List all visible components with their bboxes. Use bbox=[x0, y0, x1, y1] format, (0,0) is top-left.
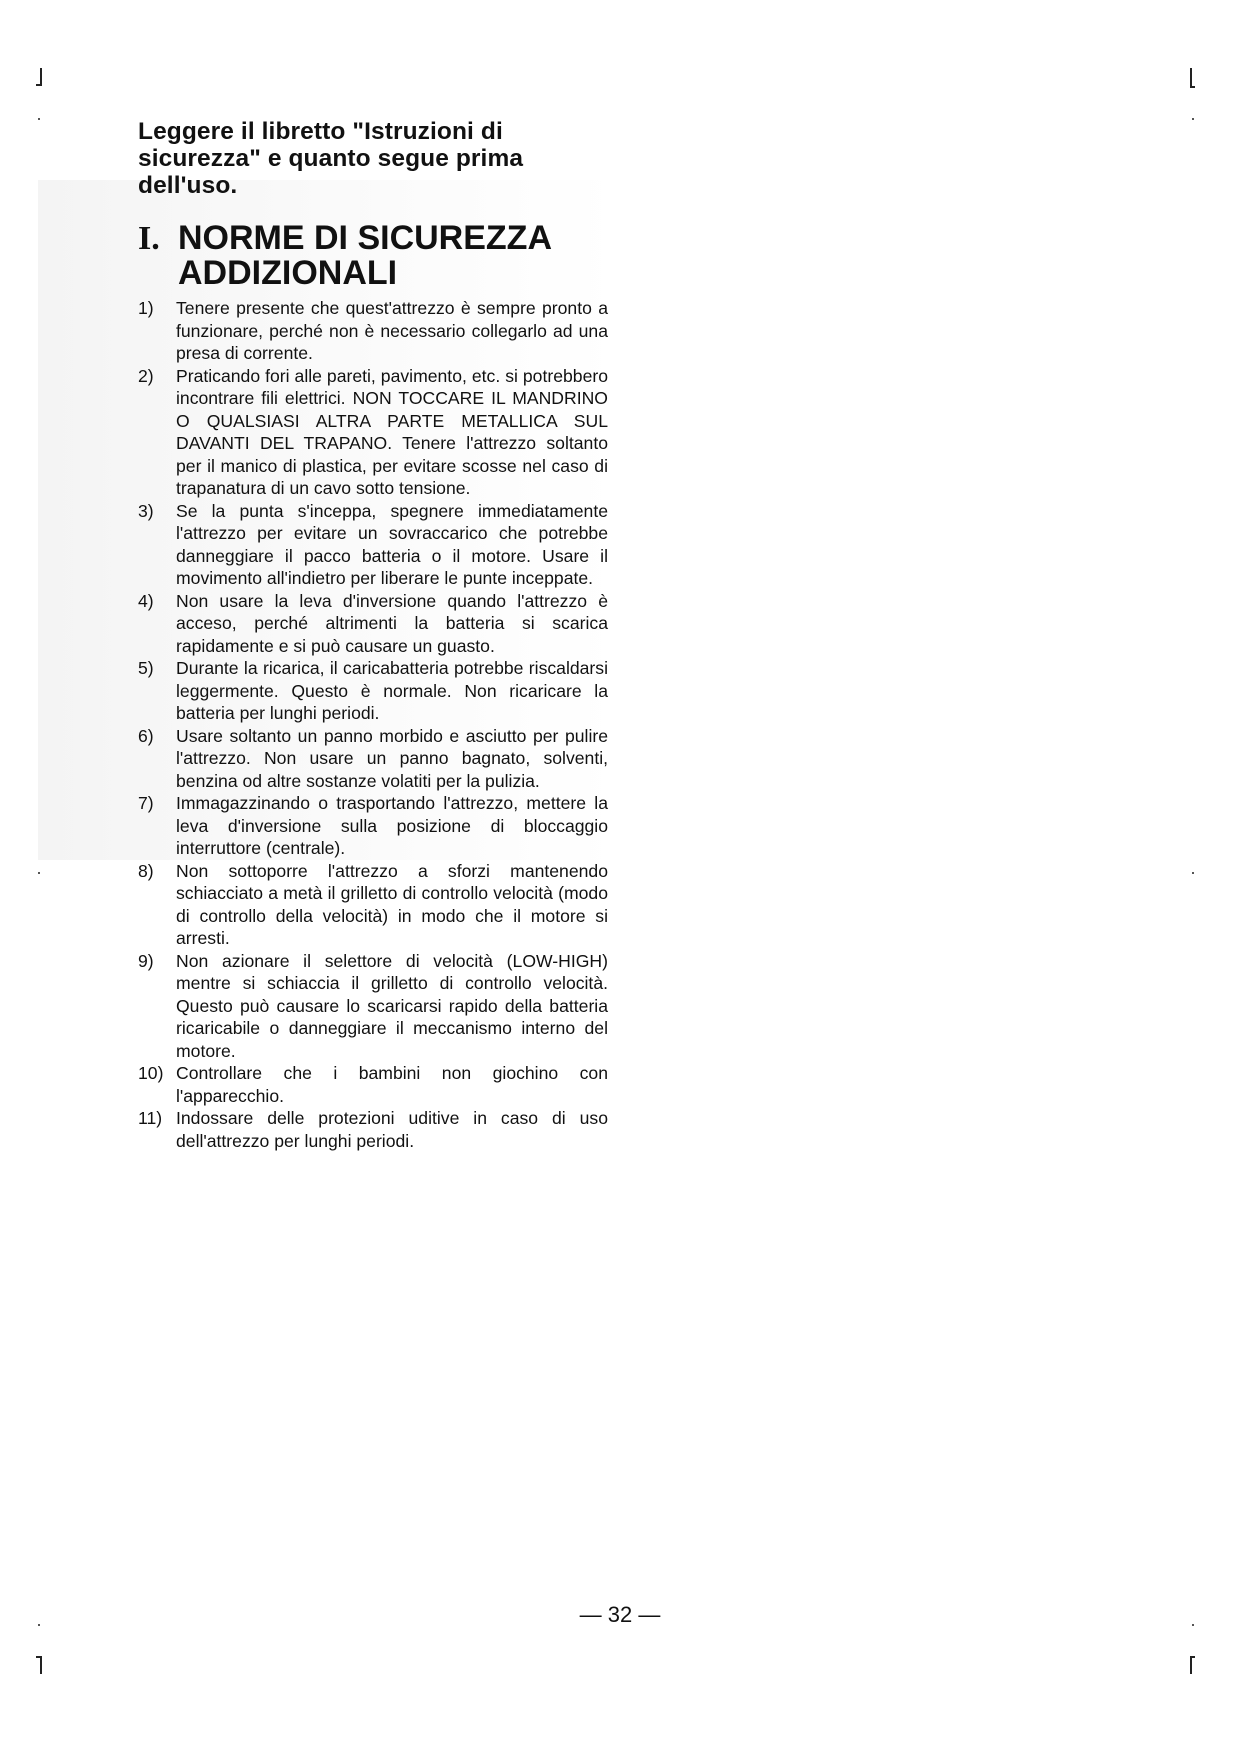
list-item bbox=[138, 1107, 608, 1152]
item-number: 2) bbox=[138, 365, 154, 386]
list-item bbox=[138, 590, 608, 658]
item-number: 4) bbox=[138, 590, 154, 611]
list-item bbox=[138, 297, 608, 365]
list-item bbox=[138, 500, 608, 590]
crop-mark-bottom-left-tick bbox=[36, 1656, 41, 1658]
item-number: 9) bbox=[138, 950, 154, 971]
list-item bbox=[138, 657, 608, 725]
item-number: 10) bbox=[138, 1063, 164, 1083]
intro-notice: Leggere il libretto "Istruzioni di sicurezza" e quanto segue prima dell'uso. bbox=[138, 118, 524, 199]
registration-dot bbox=[38, 118, 40, 120]
item-number: 3) bbox=[138, 500, 154, 521]
section-heading bbox=[138, 221, 608, 291]
item-number: 1) bbox=[138, 298, 154, 318]
registration-dot bbox=[38, 1624, 40, 1626]
section-number: I. bbox=[138, 220, 160, 257]
item-text: Se la punta s'inceppa, spegnere immediatamente l'attrezzo per evitare un sovraccarico che potrebbe danneggiare il pacco batteria o il motore. Usare il movimento all'indietro per liberare le punte inceppate. bbox=[176, 500, 608, 588]
registration-dot bbox=[1192, 118, 1194, 120]
item-text: Controllare che i bambini non giochino con l'apparecchio. bbox=[176, 1063, 608, 1106]
page-number: — 32 — bbox=[579, 1602, 661, 1627]
item-text: Non sottoporre l'attrezzo a sforzi mantenendo schiacciato a metà il grilletto di controllo velocità (modo di controllo della velocità) in modo che il motore si arresti. bbox=[176, 860, 608, 948]
item-text: Durante la ricarica, il caricabatteria potrebbe riscaldarsi leggermente. Questo è normale. Non ricaricare la batteria per lunghi periodi. bbox=[176, 658, 608, 723]
item-text: Praticando fori alle pareti, pavimento, etc. si potrebbero incontrare fili elettrici. NON TOCCARE IL MANDRINO O QUALSIASI ALTRA PARTE METALLICA SUL DAVANTI DEL TRAPANO. Tenere l'attrezzo soltanto per il manico di plastica, per evitare scosse nel caso di trapanatura di un cavo sotto tensione. bbox=[176, 365, 608, 498]
list-item bbox=[138, 860, 608, 950]
crop-mark-bottom-right-tick bbox=[1190, 1656, 1195, 1658]
page-content bbox=[138, 118, 608, 1152]
registration-dot bbox=[38, 872, 40, 874]
list-item bbox=[138, 365, 608, 500]
item-text: Non azionare il selettore di velocità (LOW-HIGH) mentre si schiaccia il grilletto di controllo velocità. Questo può causare lo scaricarsi rapido della batteria ricaricabile o danneggiare il meccanismo interno del motore. bbox=[176, 950, 608, 1061]
list-item bbox=[138, 950, 608, 1063]
item-text: Non usare la leva d'inversione quando l'attrezzo è acceso, perché altrimenti la batteria si scarica rapidamente e si può causare un guasto. bbox=[176, 590, 608, 656]
crop-mark-top-left-tick bbox=[36, 84, 41, 86]
item-number: 11) bbox=[138, 1108, 163, 1128]
list-item bbox=[138, 792, 608, 860]
item-text: Immagazzinando o trasportando l'attrezzo, mettere la leva d'inversione sulla posizione di bloccaggio interruttore (centrale). bbox=[176, 793, 608, 858]
registration-dot bbox=[1192, 1624, 1194, 1626]
crop-mark-top-right bbox=[1190, 68, 1192, 88]
item-number: 7) bbox=[138, 793, 154, 813]
item-text: Tenere presente che quest'attrezzo è sempre pronto a funzionare, perché non è necessario collegarlo ad una presa di corrente. bbox=[176, 298, 608, 363]
item-number: 5) bbox=[138, 658, 154, 678]
safety-rules-list bbox=[138, 297, 608, 1152]
section-title: NORME DI SICUREZZA ADDIZIONALI bbox=[178, 219, 551, 292]
registration-dot bbox=[1192, 872, 1194, 874]
crop-mark-bottom-left bbox=[40, 1656, 42, 1674]
item-number: 8) bbox=[138, 860, 154, 881]
item-text: Usare soltanto un panno morbido e asciutto per pulire l'attrezzo. Non usare un panno bagnato, solventi, benzina od altre sostanze volatiti per la pulizia. bbox=[176, 725, 608, 791]
crop-mark-top-right-tick bbox=[1190, 86, 1195, 88]
list-item bbox=[138, 725, 608, 793]
item-number: 6) bbox=[138, 725, 154, 746]
crop-mark-bottom-right bbox=[1190, 1656, 1192, 1674]
list-item bbox=[138, 1062, 608, 1107]
item-text: Indossare delle protezioni uditive in caso di uso dell'attrezzo per lunghi periodi. bbox=[176, 1108, 608, 1151]
